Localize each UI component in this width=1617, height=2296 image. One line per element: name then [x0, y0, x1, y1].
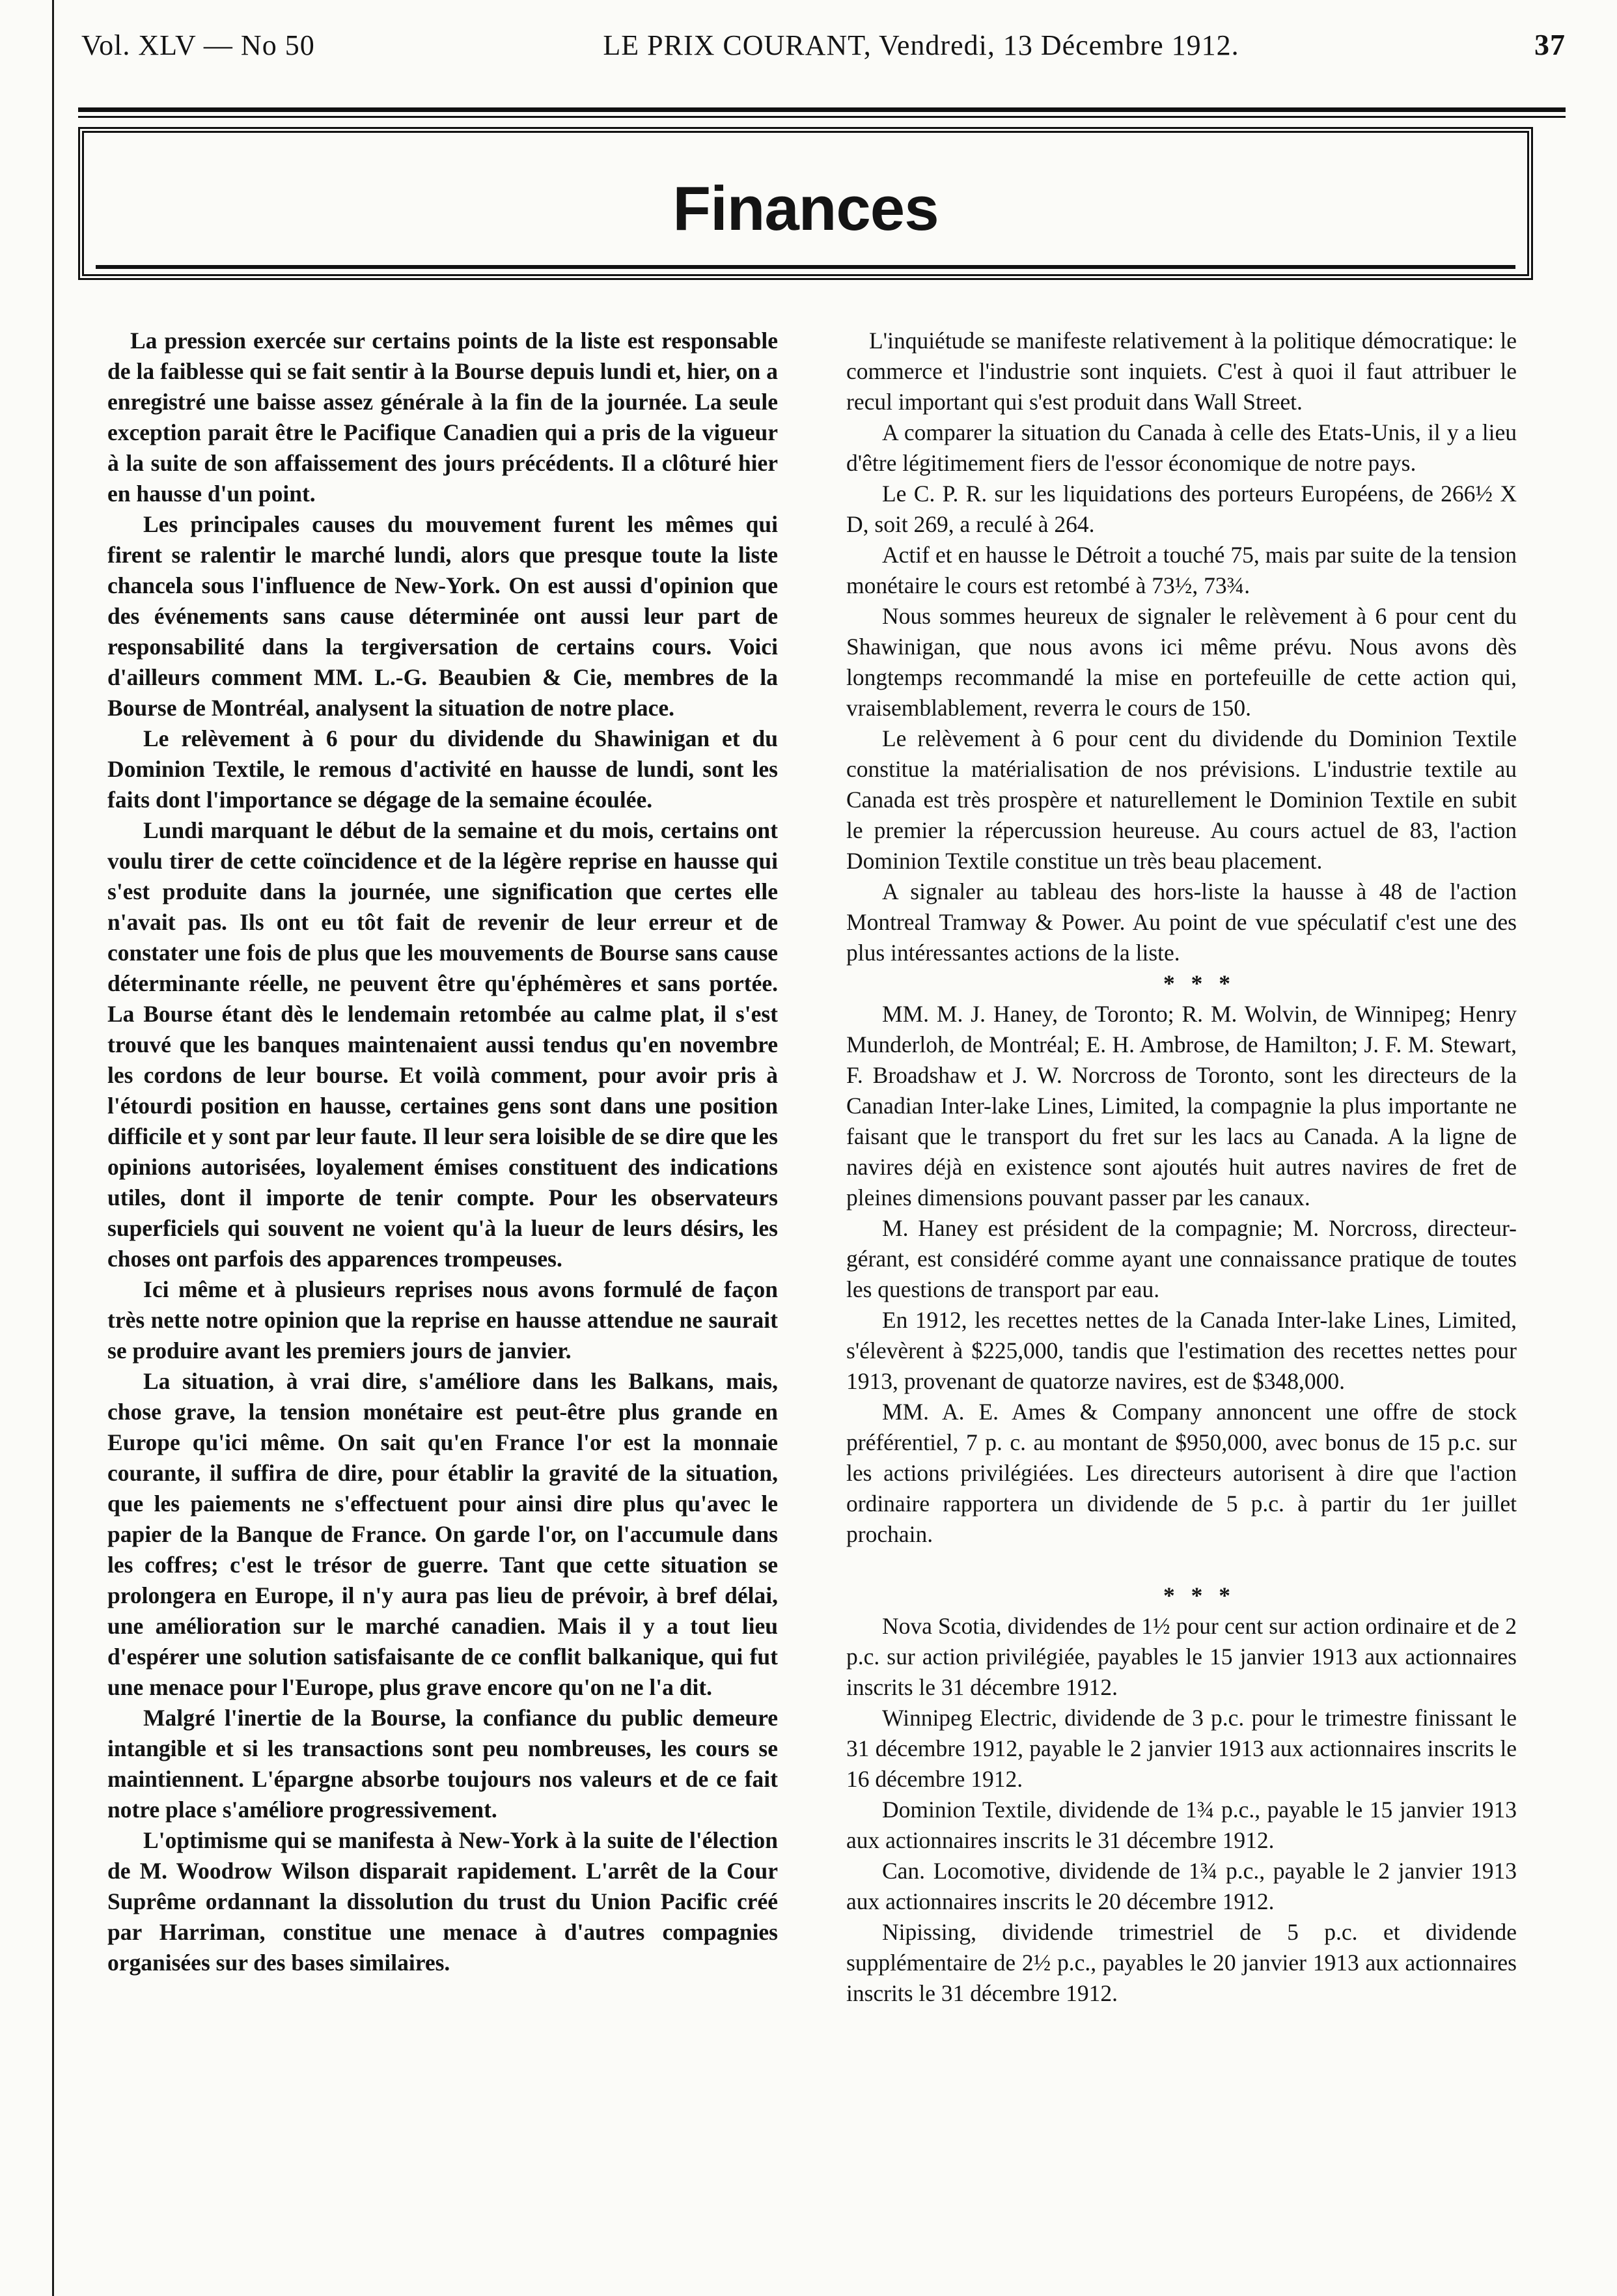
paragraph: Ici même et à plusieurs reprises nous avons formulé de façon très nette notre opinion que la reprise en hausse attendue ne saurait se produire avant les premiers jours de janvier. — [107, 1276, 778, 1364]
header-rule-thin — [78, 116, 1566, 118]
paragraph: La pression exercée sur certains points de la liste est responsable de la faiblesse qui se fait sentir à la Bourse depuis lundi et, hier, on a enregistré une baisse assez générale à la fin de la journée. La seule exception parait être le Pacifique Canadien qui a pris de la vigueur à la suite de son affaissement des jours précédents. Il a clôturé hier en hausse d'un point. — [107, 328, 778, 507]
scan-page-edge — [52, 0, 54, 2296]
paragraph: M. Haney est président de la compagnie; M. Norcross, directeur-gérant, est considéré comme ayant une connaissance pratique de toutes les questions de transport par eau. — [846, 1215, 1517, 1302]
page-number: 37 — [1534, 28, 1566, 61]
section-separator: * * * — [1163, 1582, 1236, 1608]
section-banner — [78, 127, 1533, 280]
section-separator: * * * — [1163, 970, 1236, 996]
banner-inner-rule — [96, 265, 1515, 269]
paragraph: Le relèvement à 6 pour du dividende du Shawinigan et du Dominion Textile, le remous d'activité en hausse de lundi, sont les faits dont l'importance se dégage de la semaine écoulée. — [107, 725, 778, 813]
paragraph: Can. Locomotive, dividende de 1¾ p.c., payable le 2 janvier 1913 aux actionnaires inscrits le 20 décembre 1912. — [846, 1858, 1517, 1914]
paragraph: L'optimisme qui se manifesta à New-York à la suite de l'élection de M. Woodrow Wilson disparait rapidement. L'arrêt de la Cour Suprême ordannant la dissolution du trust du Union Pacific créé par Harriman, constitue une menace à d'autres compagnies organisées sur des bases similaires. — [107, 1827, 778, 1976]
paragraph: Winnipeg Electric, dividende de 3 p.c. pour le trimestre finissant le 31 décembre 1912, payable le 2 janvier 1913 aux actionnaires inscrits le 16 décembre 1912. — [846, 1705, 1517, 1792]
paragraph: Nous sommes heureux de signaler le relèvement à 6 pour cent du Shawinigan, que nous avons ici même prévu. Nous avons dès longtemps recommandé la mise en portefeuille de cette action qui, vraisemblablement, reverra le cours de 150. — [846, 603, 1517, 721]
paragraph: Nova Scotia, dividendes de 1½ pour cent sur action ordinaire et de 2 p.c. sur action privilégiée, payables le 15 janvier 1913 aux actionnaires inscrits le 31 décembre 1912. — [846, 1613, 1517, 1700]
paragraph: Nipissing, dividende trimestriel de 5 p.c. et dividende supplémentaire de 2½ p.c., payables le 20 janvier 1913 aux actionnaires inscrits le 31 décembre 1912. — [846, 1919, 1517, 2006]
paragraph: Actif et en hausse le Détroit a touché 75, mais par suite de la tension monétaire le cours est retombé à 73½, 73¾. — [846, 542, 1517, 598]
running-header — [81, 27, 1566, 62]
spacer — [846, 1550, 1517, 1580]
right-column — [846, 326, 1517, 2009]
paragraph: Le C. P. R. sur les liquidations des porteurs Européens, de 266½ X D, soit 269, a reculé à 264. — [846, 481, 1517, 537]
paragraph: Malgré l'inertie de la Bourse, la confiance du public demeure intangible et si les transactions sont peu nombreuses, les cours se maintiennent. L'épargne absorbe toujours nos valeurs et de ce fait notre place s'améliore progressivement. — [107, 1705, 778, 1823]
paragraph: Lundi marquant le début de la semaine et du mois, certains ont voulu tirer de cette coïncidence et de la légère reprise en hausse qui s'est produite dans la journée, une signification que certes elle n'avait pas. Ils ont eu tôt fait de revenir de leur erreur et de constater une fois de plus que les mouvements de Bourse sans cause déterminante réelle, ne peuvent être qu'éphémères et sans portée. La Bourse étant dès le lendemain retombée au calme plat, il s'est trouvé que les banques maintenaient aussi tendus qu'en novembre les cordons de leur bourse. Et voilà comment, pour avoir pris à l'étourdi position en hausse, certaines gens sont dans une position difficile et y sont par leur faute. Il leur sera loisible de se dire que les opinions autorisées, loyalement émises constituent des indications utiles, dont il importe de tenir compte. Pour les observateurs superficiels qui souvent ne voient qu'à la lueur de leurs désirs, les choses ont parfois des apparences trompeuses. — [107, 817, 778, 1272]
paragraph: La situation, à vrai dire, s'améliore dans les Balkans, mais, chose grave, la tension monétaire est peut-être plus grande en Europe qu'ici même. On sait qu'en France l'or est la monnaie courante, il suffira de dire, pour établir la gravité de la situation, que les paiements ne s'effectuent pour ainsi dire plus qu'avec le papier de la Banque de France. On garde l'or, on l'accumule dans les coffres; c'est le trésor de guerre. Tant que cette situation se prolongera en Europe, il n'y aura pas lieu de prévoir, à bref délai, une amélioration sur le marché canadien. Mais il y a tout lieu d'espérer une solution satisfaisante de ce conflit balkanique, qui fut une menace pour l'Europe, plus grave encore qu'on ne l'a dit. — [107, 1368, 778, 1700]
paragraph: En 1912, les recettes nettes de la Canada Inter-lake Lines, Limited, s'élevèrent à $225,000, tandis que l'estimation des recettes nettes pour 1913, provenant de quatorze navires, est de $348,000. — [846, 1307, 1517, 1394]
paragraph: Les principales causes du mouvement furent les mêmes qui firent se ralentir le marché lundi, alors que presque toute la liste chancela sous l'influence de New-York. On est aussi d'opinion que des événements sans cause déterminée ont aussi leur part de responsabilité dans la tergiversation de certains cours. Voici d'ailleurs comment MM. L.-G. Beaubien & Cie, membres de la Bourse de Montréal, analysent la situation de notre place. — [107, 511, 778, 721]
paragraph: Dominion Textile, dividende de 1¾ p.c., payable le 15 janvier 1913 aux actionnaires inscrits le 31 décembre 1912. — [846, 1797, 1517, 1853]
volume-number: Vol. XLV — No 50 — [81, 29, 315, 61]
paragraph: Le relèvement à 6 pour cent du dividende du Dominion Textile constitue la matérialisation de nos prévisions. L'industrie textile au Canada est très prospère et naturellement le Dominion Textile en subit le premier la répercussion heureuse. Au cours actuel de 83, l'action Dominion Textile constitue un très beau placement. — [846, 725, 1517, 874]
paragraph: MM. A. E. Ames & Company annoncent une offre de stock préférentiel, 7 p. c. au montant de $950,000, avec bonus de 15 p.c. sur les actions privilégiées. Les directeurs autorisent à dire que l'action ordinaire rapportera un dividende de 5 p.c. à partir du 1er juillet prochain. — [846, 1399, 1517, 1547]
publication-dateline: LE PRIX COURANT, Vendredi, 13 Décembre 1912. — [603, 29, 1239, 61]
left-column — [107, 326, 778, 1978]
header-rule — [78, 107, 1566, 112]
paragraph: MM. M. J. Haney, de Toronto; R. M. Wolvin, de Winnipeg; Henry Munderloh, de Montréal; E. H. Ambrose, de Hamilton; J. F. M. Stewart, F. Broadshaw et J. W. Norcross de Toronto, sont les directeurs de la Canadian Inter-lake Lines, Limited, la compagnie la plus importante ne faisant que le transport du fret sur les lacs au Canada. A la ligne de navires déjà en existence sont ajoutés huit autres navires de fret de pleines dimensions pouvant passer par les canaux. — [846, 1001, 1517, 1211]
section-title: Finances — [672, 174, 939, 244]
paragraph: A signaler au tableau des hors-liste la hausse à 48 de l'action Montreal Tramway & Power. Au point de vue spéculatif c'est une des plus intéressantes actions de la liste. — [846, 878, 1517, 966]
paragraph: L'inquiétude se manifeste relativement à la politique démocratique: le commerce et l'industrie sont inquiets. C'est à quoi il faut attribuer le recul important qui s'est produit dans Wall Street. — [846, 328, 1517, 415]
paragraph: A comparer la situation du Canada à celle des Etats-Unis, il y a lieu d'être légitimement fiers de l'essor économique de notre pays. — [846, 419, 1517, 476]
